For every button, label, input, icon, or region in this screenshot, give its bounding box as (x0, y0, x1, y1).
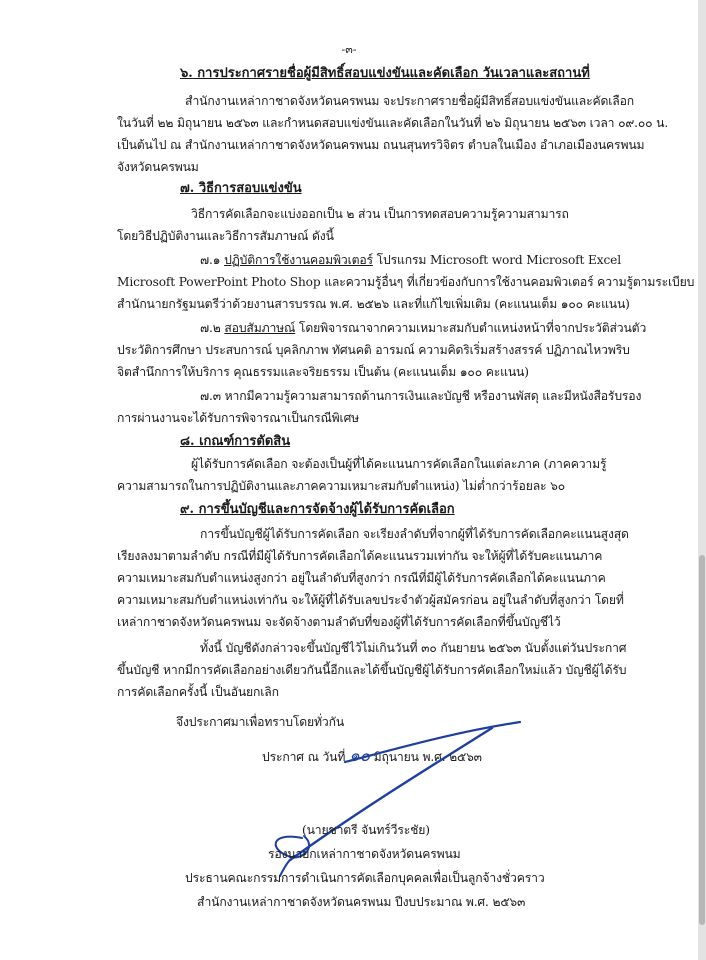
section-6-line: สำนักงานเหล่ากาชาดจังหวัดนครพนม จะประกาศรายชื่อผู้มีสิทธิ์สอบแข่งขันและคัดเลือก (185, 94, 635, 108)
section-7-intro-line: โดยวิธีปฏิบัติงานและวิธีการสัมภาษณ์ ดังนี้ (117, 229, 334, 243)
signer-position: ประธานคณะกรรมการดำเนินการคัดเลือกบุคคลเพื่อเป็นลูกจ้างชั่วคราว (185, 871, 545, 885)
section-9-para1-line: เรียงลงมาตามลำดับ กรณีที่มีผู้ได้รับการคัดเลือกได้คะแนนรวมเท่ากัน จะให้ผู้ที่ได้รับคะแนนภาค (117, 549, 603, 563)
section-6-line: จังหวัดนครพนม (117, 160, 199, 174)
section-8-heading: ๘. เกณฑ์การตัดสิน (180, 434, 291, 449)
section-8-line: ผู้ได้รับการคัดเลือก จะต้องเป็นผู้ที่ได้คะแนนการคัดเลือกในแต่ละภาค (ภาคความรู้ (191, 457, 607, 471)
section-9-para1-line: การขึ้นบัญชีผู้ได้รับการคัดเลือก จะเรียงลำดับที่จากผู้ที่ได้รับการคัดเลือกคะแนนสูงสุด (200, 527, 629, 541)
section-9-para1-line: ความเหมาะสมกับตำแหน่งสูงกว่า อยู่ในลำดับที่สูงกว่า กรณีที่มีผู้ได้รับการคัดเลือกได้คะแนนภาค (117, 571, 606, 585)
signer-position: สำนักงานเหล่ากาชาดจังหวัดนครพนม ปีงบประมาณ พ.ศ. ๒๕๖๓ (197, 895, 526, 909)
section-6-line: เป็นต้นไป ณ สำนักงานเหล่ากาชาดจังหวัดนครพนม ถนนสุนทรวิจิตร ตำบลในเมือง อำเภอเมืองนครพนม (117, 138, 645, 152)
page-number: -๓- (341, 43, 357, 56)
item-7-3-line: การผ่านงานจะได้รับการพิจารณาเป็นกรณีพิเศษ (117, 411, 360, 425)
announce-suffix: มิถุนายน พ.ศ. ๒๕๖๓ (373, 750, 482, 764)
section-9-para2-line: ทั้งนี้ บัญชีดังกล่าวจะขึ้นบัญชีไว้ไม่เกินวันที่ ๓๐ กันยายน ๒๕๖๓ นับตั้งแต่วันประกาศ (200, 641, 627, 655)
section-7-intro-line: วิธีการคัดเลือกจะแบ่งออกเป็น ๒ ส่วน เป็นการทดสอบความรู้ความสามารถ (191, 207, 569, 221)
section-6-line: ในวันที่ ๒๒ มิถุนายน ๒๕๖๓ และกำหนดสอบแข่งขันและคัดเลือกในวันที่ ๒๖ มิถุนายน ๒๕๖๓ เวลา ๐๙.๐๐ น. (117, 116, 669, 130)
item-7-1-line (200, 252, 621, 268)
item-7-1-line: Microsoft PowerPoint Photo Shop และความรู้อื่นๆ ที่เกี่ยวข้องกับการใช้งานคอมพิวเตอร์ ความรู้ตามระเบียบ (117, 275, 695, 289)
vertical-scrollbar[interactable] (698, 0, 706, 960)
announce-day-handwritten: ๑๐ (349, 746, 370, 766)
announce-prefix: ประกาศ ณ วันที่ (262, 750, 346, 764)
section-8-line: ความสามารถในการปฏิบัติงานและภาคความเหมาะสมกับตำแหน่ง) ไม่ต่ำกว่าร้อยละ ๖๐ (117, 479, 566, 493)
item-7-1-line: สำนักนายกรัฐมนตรีว่าด้วยงานสารบรรณ พ.ศ. ๒๕๒๖ และที่แก้ไขเพิ่มเติม (คะแนนเต็ม ๑๐๐ คะแนน) (117, 297, 630, 311)
section-9-para2-line: การคัดเลือกครั้งนี้ เป็นอันยกเลิก (117, 685, 279, 699)
item-7-1-title: ปฏิบัติการใช้งานคอมพิวเตอร์ (224, 253, 373, 267)
section-9-heading: ๙. การขึ้นบัญชีและการจัดจ้างผู้ได้รับการคัดเลือก (180, 502, 455, 517)
section-6-heading: ๖. การประกาศรายชื่อผู้มีสิทธิ์สอบแข่งขันและคัดเลือก วันเวลาและสถานที่ (180, 66, 590, 81)
item-7-1-text: โปรแกรม Microsoft word Microsoft Excel (372, 253, 621, 267)
section-9-para2-line: ขึ้นบัญชี หากมีการคัดเลือกอย่างเดียวกันนี้อีกและได้ขึ้นบัญชีผู้ได้รับการคัดเลือกใหม่แล้ว บัญชีผู้ได้รับ (117, 663, 627, 677)
item-7-2-line: ประวัติการศึกษา ประสบการณ์ บุคลิกภาพ ทัศนคติ อารมณ์ ความคิดริเริ่มสร้างสรรค์ ปฏิภาณไหวพริบ (117, 343, 630, 357)
section-7-heading: ๗. วิธีการสอบแข่งขัน (180, 181, 302, 196)
item-7-2-line (200, 320, 646, 336)
item-7-3-line: ๗.๓ หากมีความรู้ความสามารถด้านการเงินและบัญชี หรืองานพัสดุ และมีหนังสือรับรอง (200, 389, 642, 403)
section-9-para1-line: ความเหมาะสมกับตำแหน่งเท่ากัน จะให้ผู้ที่ได้รับเลขประจำตัวผู้สมัครก่อน อยู่ในลำดับที่สูงกว่า โดยที่ (117, 593, 624, 607)
item-7-2-text: โดยพิจารณาจากความเหมาะสมกับตำแหน่งหน้าที่จากประวัติส่วนตัว (295, 321, 647, 335)
item-7-2-label: ๗.๒ (200, 321, 221, 335)
item-7-1-label: ๗.๑ (200, 253, 221, 267)
closing-statement: จึงประกาศมาเพื่อทราบโดยทั่วกัน (176, 715, 345, 729)
item-7-2-line: จิตสำนึกการให้บริการ คุณธรรมและจริยธรรม เป็นต้น (คะแนนเต็ม ๑๐๐ คะแนน) (117, 365, 529, 379)
section-9-para1-line: เหล่ากาชาดจังหวัดนครพนม จะจัดจ้างตามลำดับที่ของผู้ที่ได้รับการคัดเลือกที่ขึ้นบัญชีไว้ (117, 615, 561, 629)
signer-position: รองนายกเหล่ากาชาดจังหวัดนครพนม (268, 847, 461, 861)
item-7-2-title: สอบสัมภาษณ์ (224, 321, 296, 335)
announcement-date (262, 748, 482, 765)
signer-name: (นายชาตรี จันทร์วีระชัย) (302, 823, 430, 837)
scrollbar-thumb[interactable] (699, 555, 705, 925)
